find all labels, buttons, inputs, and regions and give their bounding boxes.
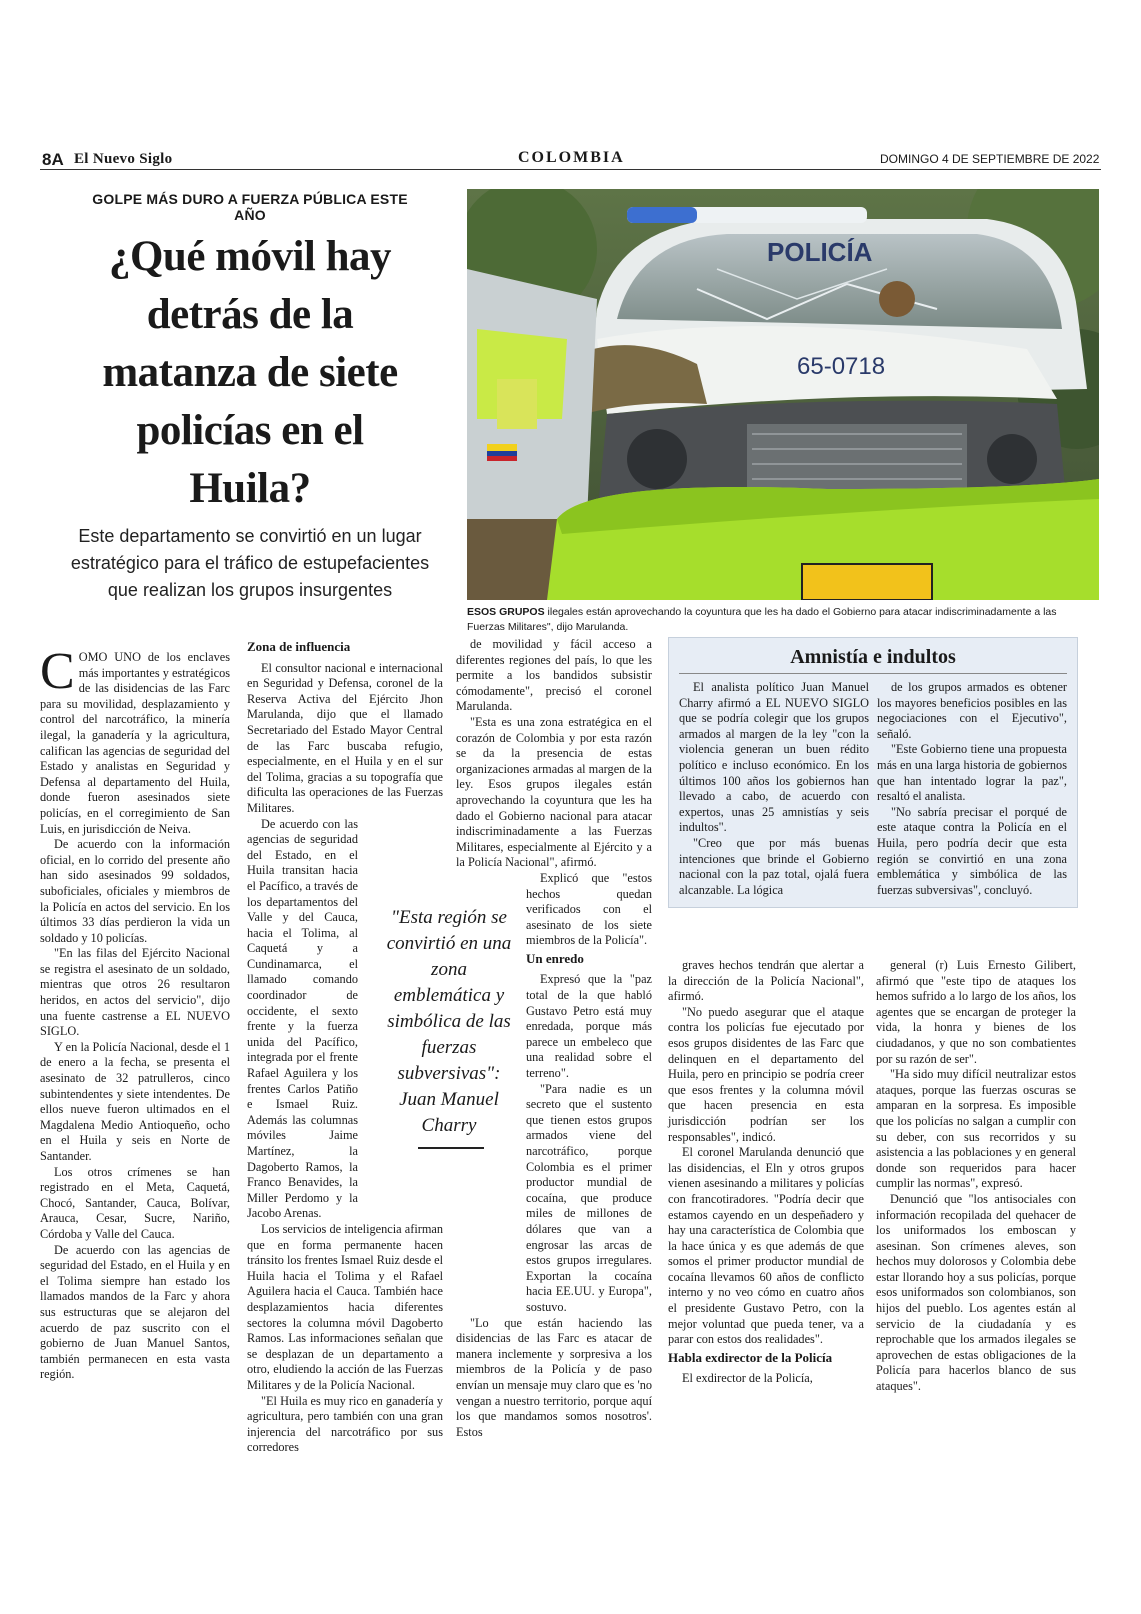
- paragraph: Los otros crímenes se han registrado en el Meta, Caquetá, Chocó, Santander, Cauca, Bolívar, Arauca, Cesar, Sucre, Nariño, Córdoba y Valle del Cauca.: [40, 1164, 230, 1241]
- sidebar-title: Amnistía e indultos: [790, 646, 956, 668]
- paragraph: "Este Gobierno tiene una propuesta más en una larga historia de gobiernos que han intentado lograr la paz", resaltó el analista.: [877, 742, 1067, 804]
- pull-quote: "Esta región se convirtió en una zona emblemática y simbólica de las fuerzas subversivas": Juan Manuel Charry: [386, 907, 512, 1136]
- paragraph: Explicó que "estos hechos quedan verificados con el asesinato de los siete miembros de la Policía".: [526, 870, 652, 948]
- paragraph: Expresó que la "paz total de la que habló Gustavo Petro está muy enredada, porque más parece un embeleco que una realidad sobre el terreno".: [526, 972, 652, 1081]
- paragraph: El exdirector de la Policía,: [682, 1371, 813, 1386]
- paragraph: "Lo que están haciendo las disidencias de las Farc es atacar de manera inclemente y sorpresiva a los miembros de la Policía y de paso envían un mensaje muy claro que es 'no vengan a nuestro territorio, porque aquí los que mandamos somos nosotros'. Estos: [456, 1315, 652, 1439]
- paragraph: El consultor nacional e internacional en Seguridad y Defensa, coronel de la Reserva Activa del Ejército Jhon Marulanda, dijo que el llamado Secretariado del Estado Mayor Central de las Farc buscaba refugio, especialmente, en el Huila y en el sur del Tolima, gracias a su topografía que dificulta las operaciones de las Fuerzas Militares.: [247, 660, 443, 815]
- sidebar-rule: [679, 673, 1067, 674]
- paragraph: De acuerdo con la información oficial, en lo corrido del presente año han sido asesinados 99 soldados, suboficiales, oficiales y miembros de la Policía en actos del servicio. En los últimos 33 días perdieron la vida un soldado y 10 policías.: [40, 837, 230, 945]
- dropcap: C: [40, 643, 75, 700]
- svg-text:POLICÍA: POLICÍA: [767, 237, 873, 267]
- caption-lead: ESOS GRUPOS: [467, 606, 545, 618]
- newspaper-name: El Nuevo Siglo: [74, 151, 173, 167]
- publication-date: DOMINGO 4 DE SEPTIEMBRE DE 2022: [880, 152, 1100, 166]
- paragraph: de movilidad y fácil acceso a diferentes regiones del país, lo que les permite a los bandidos subsistir cómodamente", precisó el coronel Marulanda.: [456, 637, 652, 714]
- paragraph: "El Huila es muy rico en ganadería y agricultura, pero también con una gran injerencia del narcotráfico por sus corredores: [247, 1393, 443, 1455]
- subheading: Zona de influencia: [247, 639, 351, 654]
- deck: Este departamento se convirtió en un lugar estratégico para el tráfico de estupefacientes que realizan los grupos insurgentes: [70, 526, 430, 600]
- paragraph: El analista político Juan Manuel Charry afirmó a EL NUEVO SIGLO que se podría colegir que los grupos armados al margen de la ley "con la violencia generan un buen rédito político e incluso económico. En los últimos 100 años los gobiernos han llevado a cabo, de acuerdo con expertos, unas 25 amnistías y seis indultos".: [679, 680, 869, 835]
- article-column-1: [40, 643, 230, 1383]
- paragraph: "En las filas del Ejército Nacional se registra el asesinato de un soldado, mientras que otros 26 resultaron heridos, en actos del servicio", dijo una fuente castrense a EL NUEVO SIGLO.: [40, 946, 230, 1039]
- subheading: Habla exdirector de la Policía: [668, 1349, 833, 1365]
- paragraph: El coronel Marulanda denunció que las disidencias, el Eln y otros grupos vienen asesinando a militares y policías con francotiradores. "Podría decir que estamos cayendo en un despeñadero y hay una característica de Colombia que la hace única y es que además de que somos el primer productor mundial de cocaína llevamos 60 años de conflicto interno y no veo cómo en cuatro años el presidente Gustavo Petro, con la mejor voluntad que pueda tener, va a parar con estos dos realidades".: [668, 1145, 864, 1347]
- paragraph: "No sabría precisar el porqué de este ataque contra la Policía en el Huila, pero podría decir que esta región se convirtió en una zona emblemática y simbólica de las fuerzas subversivas", concluyó.: [877, 804, 1067, 897]
- paragraph: Y en la Policía Nacional, desde el 1 de enero a la fecha, se presenta el asesinato de 32 patrulleros, cinco subintendentes y siete intendentes. De ellos nueve fueron ultimados en el Magdalena Medio Antioqueño, ocho en el Huila y seis en Norte de Santander.: [40, 1039, 230, 1163]
- paragraph: general (r) Luis Ernesto Gilibert, afirmó que "este tipo de ataques los hemos sufrido a lo largo de los años, los agentes que se encargan de proteger la vida, la honra y bienes de los ciudadanos, y que no son combatientes por su razón de ser".: [876, 958, 1076, 1066]
- article-column-5: [876, 958, 1076, 1395]
- article-column-4: [668, 958, 864, 1387]
- section-name: COLOMBIA: [518, 149, 625, 166]
- svg-text:65-0718: 65-0718: [797, 353, 886, 380]
- header-rule: [40, 169, 1101, 170]
- caption-text: ilegales están aprovechando la coyuntura que les ha dado el Gobierno para atacar indiscriminadamente a las Fuerzas Militares", dijo Marulanda.: [467, 606, 1057, 633]
- paragraph: De acuerdo con las agencias de seguridad del Estado, en el Huila transitan hacia el Pacífico, a través de los departamentos del Valle y del Cauca, hacia el Tolima, al Caquetá y a Cundinamarca, el llamado comando coordinador de occidente, el sexto frente y la fuerza unida del Pacífico, integrada por el frente Rafael Aguilera y los frentes Carlos Patiño e Ismael Ruiz. Además las columnas móviles Jaime Martínez, la Dagoberto Ramos, la Franco Benavides, la Miller Perdomo y la Jacobo Arenas.: [247, 816, 358, 1221]
- paragraph: "Creo que por más buenas intenciones que brinde el Gobierno nacional con la paz total, ojalá fuera alcanzable. La lógica: [679, 835, 869, 897]
- paragraph: Los servicios de inteligencia afirman que en forma permanente hacen tránsito los frentes Ismael Ruiz desde el Huila hacia el Tolima y el Rafael Aguilera hacia el Cauca. También hace desplazamientos hacia diferentes sectores la columna móvil Dagoberto Ramos. Las informaciones señalan que se desplazan de un departamento a otro, eludiendo la acción de las Fuerzas Militares y de la Policía Nacional.: [247, 1221, 444, 1392]
- kicker: GOLPE MÁS DURO A FUERZA PÚBLICA ESTE AÑO: [92, 191, 408, 223]
- paragraph: "Esta es una zona estratégica en el corazón de Colombia y por esta razón se da la presencia de estas organizaciones armadas al margen de la ley. Esos grupos ilegales están aprovechando la coyuntura que les ha dado el Gobierno nacional para atacar indiscriminadamente a las Fuerzas Militares, especialmente al Ejército y a la Policía Nacional", afirmó.: [456, 714, 652, 870]
- police-truck-illustration: [467, 189, 1099, 600]
- paragraph: de los grupos armados es obtener los mayores beneficios posibles en las negociaciones con el Ejecutivo", señaló.: [877, 680, 1067, 741]
- lead-text: OMO UNO de los enclaves más importantes y estratégicos de las disidencias de las Farc para su movilidad, desplazamiento y control del narcotráfico, la minería ilegal, la ganadería y la agricultura, califican las agencias de seguridad del Estado y analistas en Seguridad y Defensa al departamento del Huila, donde fueron asesinados siete policías, en el corregimiento de San Luis, en jurisdicción de Neiva.: [40, 650, 230, 836]
- subheading: Un enredo: [526, 950, 584, 966]
- pull-quote-rule: [418, 1147, 484, 1149]
- page-number: 8A: [42, 150, 64, 169]
- paragraph: "Ha sido muy difícil neutralizar estos ataques, porque las fuerzas oscuras se amparan en la sorpresa. Es imposible que los policías no salgan a cumplir con su deber, con sus recorridos y su asistencia a las poblaciones y en general donde son requeridos para hacer cumplir las normas", expresó.: [876, 1067, 1076, 1191]
- paragraph: De acuerdo con las agencias de seguridad del Estado, en el Huila y en el Tolima siempre han estado los llamados mandos de la Farc y ahora sus estructuras que se alejaron del acuerdo de paz suscrito con el gobierno de Juan Manuel Santos, también permanecen en esta vasta región.: [40, 1242, 230, 1382]
- article-photo: [467, 189, 1099, 600]
- sidebar-column-right: [877, 680, 1067, 898]
- paragraph: graves hechos tendrán que alertar a la dirección de la Policía Nacional", afirmó.: [668, 958, 864, 1004]
- headline: ¿Qué móvil hay detrás de la matanza de siete policías en el Huila?: [102, 233, 398, 512]
- paragraph: Denunció que "los antisociales con información recopilada del quehacer de los uniformados los emboscan y asesinan. Son crímenes aleves, son hechos muy dolorosos y Colombia debe estar llorando hoy a sus policías, porque esos uniformados son colombianos, son hijos del pueblo. Los agentes están al servicio de la ciudadanía y es reprochable que los armados ilegales se aprovechen de estas obligaciones de la Policía para hacerlos blanco de sus ataques".: [876, 1191, 1076, 1394]
- lead-paragraph: [40, 643, 230, 837]
- paragraph: "No puedo asegurar que el ataque contra los policías fue ejecutado por esos grupos disidentes de las Farc que delinquen en el departamento del Huila, pero en principio se podría creer que esos frentes y la columna móvil que hacen presencia en esta jurisdicción podrían ser los responsables", indicó.: [668, 1004, 864, 1144]
- photo-caption: [467, 605, 1087, 635]
- sidebar-column-left: [679, 680, 869, 898]
- paragraph: "Para nadie es un secreto que el sustento que tienen estos grupos armados viene del narcotráfico, porque Colombia es el primer productor mundial de cocaína, que produce miles de millones de dólares que van a engrosar las arcas de estos grupos irregulares. Exportan la cocaína hacia EE.UU. y Europa", sostuvo.: [526, 1081, 652, 1314]
- sidebar-box: [668, 637, 1078, 908]
